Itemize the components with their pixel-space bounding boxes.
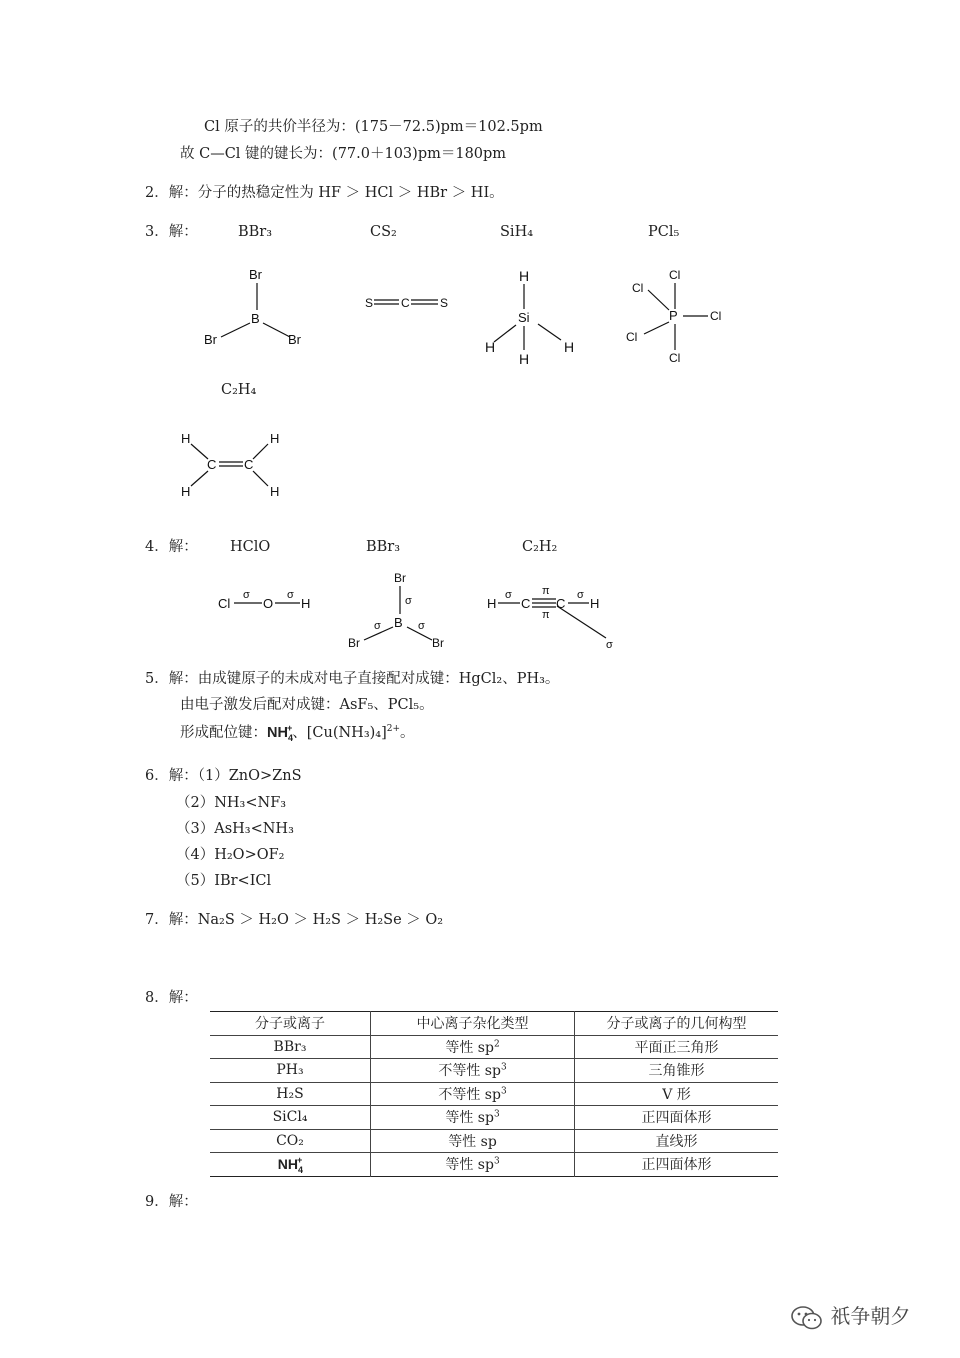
hybrid-cell [371,1059,575,1083]
bbr3-br-left: Br [204,332,217,347]
q6-line-4: （4）H₂O>OF₂ [176,847,285,863]
c2h2-structure [487,585,613,651]
table-row [210,1129,778,1153]
hclo-h: H [301,596,311,611]
c2h2-h-left: H [487,596,497,611]
q5-line-2: 由电子激发后配对成键：AsF₅、PCl₅。 [180,697,434,713]
hybrid-sup: 3 [493,1156,500,1167]
table-row [210,1153,778,1177]
bbr3s-sigma-top: σ [405,595,412,607]
c2h2-pi-top: π [542,585,550,597]
pcl5-cl-right: Cl [710,309,722,323]
pcl5-cl-bottom: Cl [669,351,681,365]
shape-cell: 直线形 [575,1129,779,1153]
cl-radius-line: Cl 原子的共价半径为：(175－72.5)pm＝102.5pm [204,119,543,135]
c2h4-c-right: C [244,457,254,472]
sih4-h-right: H [564,339,575,355]
c2h4-structure [181,431,279,499]
nh4-sup: + [296,1155,303,1166]
nh4-base: NH [267,725,288,741]
nh4-ion [277,1155,303,1175]
shape-cell: 正四面体形 [575,1106,779,1130]
q8-label: 8．解： [145,990,198,1006]
nh4-sub: 4 [297,1164,303,1175]
q6-line-1: 6．解：（1）ZnO>ZnS [145,768,302,784]
q4-c2h2-label: C₂H₂ [522,539,558,555]
c2h4-h-ul: H [181,431,191,446]
wechat-icon [790,1304,824,1332]
pcl5-cl-upper-left: Cl [632,281,644,295]
q5-line-3-prefix: 形成配位键： [180,725,267,741]
q3-c2h4-label: C₂H₄ [221,382,257,398]
hybrid-cell [371,1153,575,1177]
table-row [210,1106,778,1130]
c2h2-sigma-left: σ [505,589,512,601]
nh4-base: NH [277,1155,298,1172]
shape-cell: 正四面体形 [575,1153,779,1177]
table-row [210,1082,778,1106]
bbr3-br-right: Br [288,332,301,347]
bbr3-structure [204,267,302,347]
hybrid-sup: 3 [500,1086,507,1097]
table-header: 分子或离子的几何构型 [575,1012,779,1036]
q6-line-2: （2）NH₃<NF₃ [176,795,287,811]
hybrid-text: 等性 sp [445,1157,494,1174]
hclo-cl: Cl [218,596,231,611]
hybrid-sup: 3 [493,1109,500,1120]
hybrid-cell [371,1106,575,1130]
shape-cell: 平面正三角形 [575,1035,779,1059]
sih4-si: Si [518,310,530,325]
q4-label: 4．解： [145,539,198,555]
species-cell [210,1153,371,1177]
table-header: 中心离子杂化类型 [371,1012,575,1036]
species-cell: SiCl₄ [210,1106,371,1130]
q3-pcl5-label: PCl₅ [648,224,680,240]
table-header-row [210,1012,778,1036]
c-cl-bond-line: 故 C—Cl 键的键长为：(77.0＋103)pm＝180pm [180,146,507,162]
q5-line-3-end: 。 [400,725,415,741]
q7-answer: 7．解：Na₂S ＞ H₂O ＞ H₂S ＞ H₂Se ＞ O₂ [145,912,444,928]
shape-cell: V 形 [575,1082,779,1106]
hybrid-text: 不等性 sp [438,1063,501,1080]
bbr3s-sigma-left: σ [374,620,381,632]
pcl5-cl-lower-left: Cl [626,330,638,344]
q5-line-3-mid: 、[Cu(NH₃)₄] [292,725,387,741]
c2h4-h-lr: H [270,484,280,499]
hybrid-text: 等性 sp [448,1133,497,1150]
nh4-ion [267,725,292,741]
c2h4-c-left: C [207,457,217,472]
watermark-text: 祇争朝夕 [830,1306,911,1328]
q2-answer: 2．解：分子的热稳定性为 HF ＞ HCl ＞ HBr ＞ HI。 [145,185,504,201]
q3-label: 3．解： [145,224,198,240]
sih4-structure [485,268,574,367]
q5-line-3 [180,723,415,743]
bbr3-sigma-structure [348,571,444,650]
hybrid-text: 等性 sp [445,1110,494,1127]
sih4-h-left: H [485,339,496,355]
hybrid-text: 不等性 sp [438,1086,501,1103]
q4-bbr3-label: BBr₃ [366,539,401,555]
hybrid-cell [371,1082,575,1106]
q3-sih4-label: SiH₄ [500,224,534,240]
hybrid-sup: 2 [493,1039,500,1050]
hclo-sigma-1: σ [243,589,250,601]
bbr3-br-top: Br [249,267,262,282]
c2h2-c-right: C [556,596,566,611]
c2h2-sigma-right: σ [577,589,584,601]
table-row [210,1059,778,1083]
nh4-sup: + [286,723,293,734]
c2h2-pi-bottom: π [542,609,550,621]
species-cell: H₂S [210,1082,371,1106]
pcl5-structure [626,268,721,365]
species-cell: BBr₃ [210,1035,371,1059]
bbr3s-br-top: Br [394,571,406,585]
species-cell: PH₃ [210,1059,371,1083]
hybrid-text: 等性 sp [445,1039,494,1056]
c2h2-c-left: C [521,596,531,611]
bbr3s-br-left: Br [348,636,360,650]
c2h2-sigma-pointer: σ [606,639,613,651]
cs2-s-right: S [440,296,449,310]
sih4-h-top: H [519,268,530,284]
c2h2-h-right: H [590,596,600,611]
q3-cs2-label: CS₂ [370,224,397,240]
q9-label: 9．解： [145,1194,198,1210]
watermark [790,1300,910,1332]
table-row [210,1035,778,1059]
c2h4-h-ur: H [270,431,280,446]
sih4-h-bottom: H [519,351,530,367]
hybrid-cell [371,1035,575,1059]
cs2-c: C [401,296,410,310]
species-cell: CO₂ [210,1129,371,1153]
bbr3s-br-right: Br [432,636,444,650]
bbr3s-sigma-right: σ [418,620,425,632]
hybrid-sup: 3 [500,1062,507,1073]
q5-line-1: 5．解：由成键原子的未成对电子直接配对成键：HgCl₂、PH₃。 [145,671,560,687]
bbr3-b: B [251,311,260,326]
bbr3s-b: B [394,615,403,630]
table-header: 分子或离子 [255,1016,325,1033]
pcl5-cl-top: Cl [669,268,681,282]
cs2-s-left: S [365,296,374,310]
hclo-o: O [263,596,274,611]
q4-hclo-label: HClO [230,539,271,555]
pcl5-p: P [669,308,678,323]
q6-line-3: （3）AsH₃<NH₃ [176,821,294,837]
nh4-sub: 4 [287,732,293,743]
shape-cell: 三角锥形 [575,1059,779,1083]
cu-complex-charge: 2+ [386,724,401,735]
c2h4-h-ll: H [181,484,191,499]
hybrid-cell [371,1129,575,1153]
q3-bbr3-label: BBr₃ [238,224,273,240]
hybridization-table [210,1011,778,1177]
hclo-sigma-2: σ [287,589,294,601]
cs2-structure [365,296,448,310]
q6-line-5: （5）IBr<ICl [176,873,272,889]
hclo-structure [218,589,310,611]
